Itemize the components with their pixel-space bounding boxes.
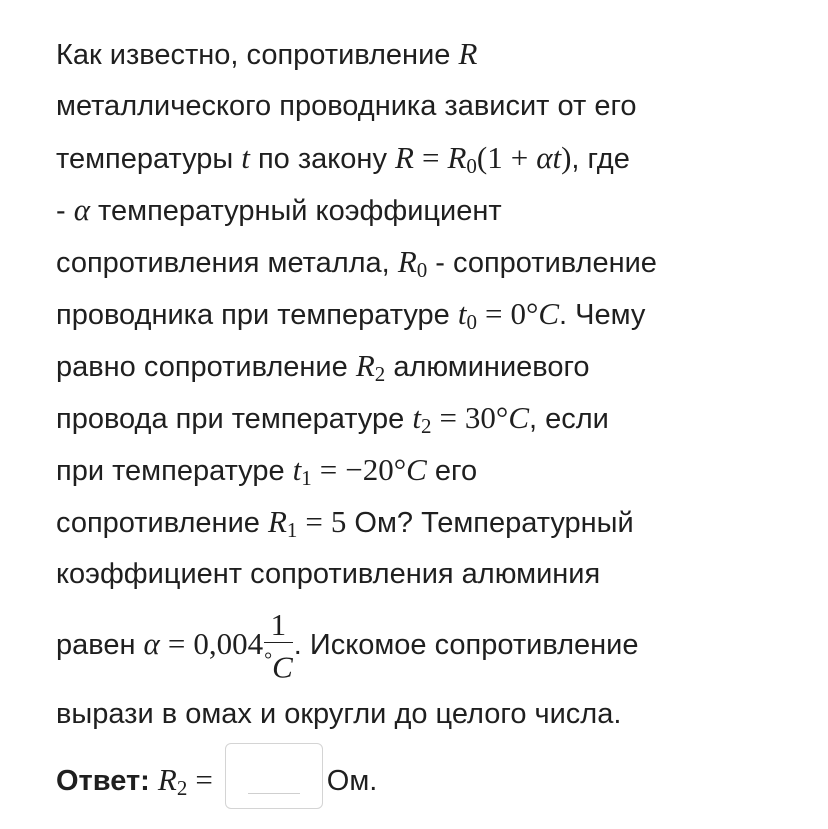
math-t0: t	[457, 296, 467, 331]
text-segment: . Искомое сопротивление	[293, 629, 639, 661]
fraction-numerator: 1	[264, 608, 293, 643]
problem-line-8	[56, 392, 786, 444]
math-subscript: 2	[176, 776, 188, 800]
input-underline	[248, 793, 300, 794]
text-segment: равно сопротивление	[56, 351, 356, 383]
answer-label: Ответ:	[56, 765, 150, 797]
math-alpha: α	[143, 626, 160, 661]
text-segment: - сопротивление	[427, 247, 657, 279]
problem-line-11	[56, 548, 786, 600]
math-equals: =	[319, 452, 338, 487]
problem-line-2	[56, 80, 786, 132]
math-celsius: C	[406, 452, 427, 487]
math-equals: =	[421, 140, 440, 175]
math-equals: =	[195, 762, 213, 797]
problem-line-13	[56, 688, 786, 740]
fraction-denominator	[264, 643, 293, 684]
math-close-paren: )	[561, 140, 572, 175]
math-subscript: 1	[301, 466, 312, 490]
math-R: R	[458, 36, 478, 71]
text-segment: проводника при температуре	[56, 299, 458, 331]
math-subscript: 2	[420, 414, 432, 438]
math-R1: R	[267, 504, 287, 539]
text-segment: его	[426, 455, 478, 487]
answer-row	[56, 748, 786, 812]
math-value: 30°	[464, 400, 509, 435]
math-subscript: 2	[374, 362, 386, 386]
problem-line-9	[56, 444, 786, 496]
problem-line-7	[56, 340, 786, 392]
math-celsius: C	[508, 400, 530, 435]
math-plus: +	[510, 140, 529, 175]
math-open-paren: (1	[476, 140, 503, 175]
problem-line-1	[56, 28, 786, 80]
text-segment: , если	[529, 403, 609, 435]
text-segment: Ом? Температурный	[346, 507, 634, 539]
text-segment: равен	[56, 629, 144, 661]
problem-text	[56, 28, 786, 812]
text-segment: провода при температуре	[56, 403, 413, 435]
problem-line-10	[56, 496, 786, 548]
math-value: −20°	[345, 452, 407, 487]
math-alpha: α	[73, 192, 90, 227]
text-segment: алюминиевого	[385, 351, 590, 383]
math-celsius: C	[538, 296, 560, 331]
text-segment: металлического проводника зависит от его	[56, 90, 637, 122]
text-segment: по закону	[249, 143, 396, 175]
math-R0: R	[447, 140, 467, 175]
text-segment: вырази в омах и округли до целого числа.	[56, 698, 622, 730]
text-segment: сопротивления металла,	[56, 247, 398, 279]
problem-line-6	[56, 288, 786, 340]
text-segment: . Чему	[559, 299, 646, 331]
problem-line-5	[56, 236, 786, 288]
math-alpha-t: αt	[536, 140, 562, 175]
math-R2: R	[355, 348, 375, 383]
text-segment: сопротивление	[56, 507, 268, 539]
math-subscript: 0	[466, 310, 477, 334]
text-segment: температуры	[56, 143, 242, 175]
math-celsius: C	[272, 649, 293, 685]
math-value: 0°	[510, 296, 539, 331]
text-segment: при температуре	[56, 455, 293, 487]
math-value: 5	[330, 504, 347, 539]
math-t: t	[241, 140, 250, 175]
text-segment: -	[56, 195, 74, 227]
problem-line-12	[56, 600, 786, 688]
math-equals: =	[439, 400, 457, 435]
math-fraction	[264, 608, 293, 684]
text-segment: температурный коэффициент	[90, 195, 502, 227]
math-value: 0,004	[193, 626, 264, 661]
math-R2: R	[157, 762, 177, 797]
text-segment: Как известно, сопротивление	[56, 39, 459, 71]
answer-input[interactable]	[225, 743, 323, 809]
math-equals: =	[305, 504, 323, 539]
math-R0: R	[397, 244, 417, 279]
degree-symbol: °	[264, 649, 273, 672]
math-equals: =	[167, 626, 186, 661]
math-t1: t	[292, 452, 302, 487]
math-equals: =	[484, 296, 503, 331]
text-segment: коэффициент сопротивления алюминия	[56, 558, 601, 590]
answer-unit: Ом.	[326, 765, 378, 797]
math-t2: t	[412, 400, 421, 435]
text-segment: , где	[571, 143, 630, 175]
problem-line-4	[56, 184, 786, 236]
math-subscript: 0	[416, 258, 428, 282]
math-subscript: 1	[286, 518, 298, 542]
math-R: R	[395, 140, 414, 175]
math-subscript: 0	[466, 154, 477, 178]
problem-line-3	[56, 132, 786, 184]
